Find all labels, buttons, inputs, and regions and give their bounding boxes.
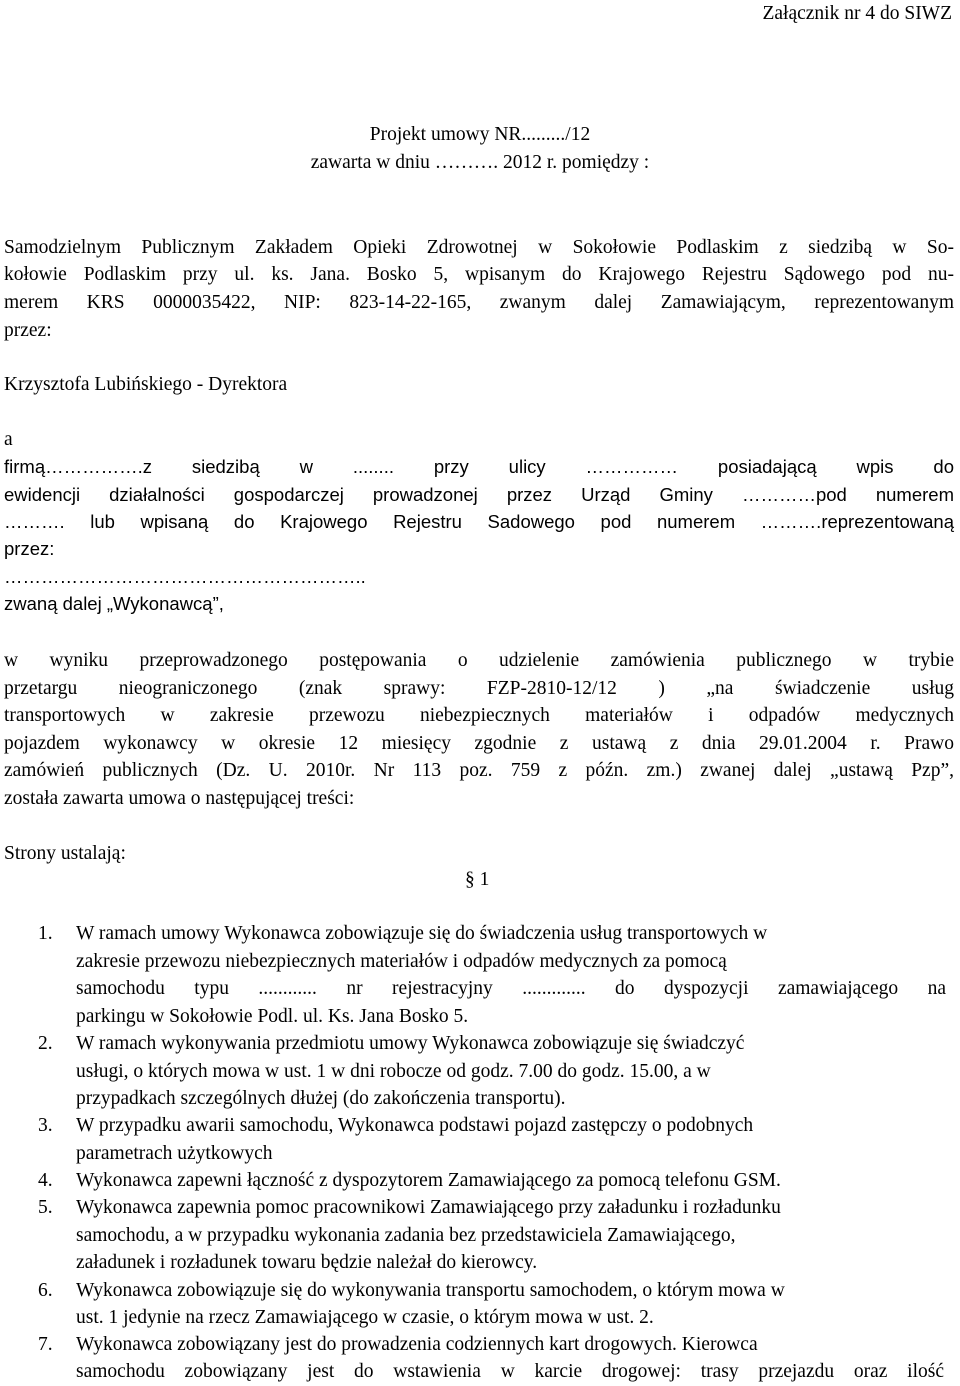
item-line: ust. 1 jedynie na rzecz Zamawiającego w czasie, o którym mowa w ust. 2. [76, 1307, 654, 1328]
item-line: W przypadku awarii samochodu, Wykonawca podstawi pojazd zastępczy o podobnych [76, 1115, 754, 1136]
item-line: Wykonawca zobowiązuje się do wykonywania transportu samochodem, o którym mowa w [76, 1280, 785, 1301]
item-line: zakresie przewozu niebezpiecznych materiałów i odpadów medycznych za pomocą [76, 951, 727, 972]
item-line: Wykonawca zapewnia pomoc pracownikowi Zamawiającego przy załadunku i rozładunku [76, 1197, 781, 1218]
item-line: parametrach użytkowych [76, 1143, 273, 1164]
item-line: parkingu w Sokołowie Podl. ul. Ks. Jana Bosko 5. [76, 1006, 469, 1027]
party2-line: ………. lub wpisaną do Krajowego Rejestru Sadowego pod numerem ……….reprezentowaną [4, 511, 954, 532]
intro-line: przetargu nieograniczonego (znak sprawy: FZP-2810-12/12 ) „na świadczenie usług [4, 678, 954, 699]
annex-label: Załącznik nr 4 do SIWZ [762, 3, 952, 24]
item-line: załadunek i rozładunek towaru będzie należał do kierowcy. [76, 1252, 538, 1273]
party1-line: kołowie Podlaskim przy ul. ks. Jana. Bosko 5, wpisanym do Krajowego Rejestru Sądowego pod nu- [4, 264, 954, 285]
party2-line: ewidencji działalności gospodarczej prowadzonej przez Urząd Gminy …………pod numerem [4, 484, 954, 505]
contract-title: Projekt umowy NR........./12 [369, 124, 591, 145]
party1-line: Samodzielnym Publicznym Zakładem Opieki Zdrowotnej w Sokołowie Podlaskim z siedzibą w So- [4, 237, 954, 258]
party1-line: przez: [4, 320, 52, 341]
item-number: 1. [38, 923, 53, 944]
item-line: samochodu typu ............ nr rejestracyjny ............. do dyspozycji zamawiającego na [76, 978, 946, 999]
party1-representative: Krzysztofa Lubińskiego - Dyrektora [4, 374, 288, 395]
intro-line: pojazdem wykonawcy w okresie 12 miesięcy zgodnie z ustawą z dnia 29.01.2004 r. Prawo [4, 733, 954, 754]
intro-line: została zawarta umowa o następującej treści: [4, 788, 355, 809]
intro-line: w wyniku przeprowadzonego postępowania o udzielenie zamówienia publicznego w trybie [4, 650, 954, 671]
item-line: usługi, o których mowa w ust. 1 w dni robocze od godz. 7.00 do godz. 15.00, a w [76, 1061, 711, 1082]
section-heading: § 1 [465, 869, 490, 890]
item-number: 3. [38, 1115, 53, 1136]
item-line: W ramach wykonywania przedmiotu umowy Wykonawca zobowiązuje się świadczyć [76, 1033, 745, 1054]
parties-agree: Strony ustalają: [4, 843, 126, 864]
item-number: 2. [38, 1033, 53, 1054]
item-number: 7. [38, 1334, 53, 1355]
item-number: 5. [38, 1197, 53, 1218]
item-line: Wykonawca zapewni łączność z dyspozytorem Zamawiającego za pomocą telefonu GSM. [76, 1170, 781, 1191]
intro-line: transportowych w zakresie przewozu niebezpiecznych materiałów i odpadów medycznych [4, 705, 954, 726]
party2-line: ………………………………………………….. [4, 566, 366, 587]
item-line: samochodu, a w przypadku wykonania zadania bez przedstawiciela Zamawiającego, [76, 1225, 736, 1246]
party2-line: zwaną dalej „Wykonawcą”, [4, 593, 224, 614]
item-line: przypadkach szczególnych dłużej (do zakończenia transportu). [76, 1088, 566, 1109]
item-line: W ramach umowy Wykonawca zobowiązuje się do świadczenia usług transportowych w [76, 923, 768, 944]
contract-date-line: zawarta w dniu ………. 2012 r. pomiędzy : [310, 152, 650, 173]
party2-line: firmą…………….z siedzibą w ........ przy ulicy …………… posiadającą wpis do [4, 456, 954, 477]
item-number: 4. [38, 1170, 53, 1191]
intro-line: zamówień publicznych (Dz. U. 2010r. Nr 113 poz. 759 z późn. zm.) zwanej dalej „ustawą Pzp”, [4, 760, 954, 781]
party2-conjunction: a [4, 429, 13, 450]
item-line: samochodu zobowiązany jest do wstawienia w karcie drogowej: trasy przejazdu oraz ilość [76, 1361, 944, 1382]
item-line: Wykonawca zobowiązany jest do prowadzenia codziennych kart drogowych. Kierowca [76, 1334, 758, 1355]
party1-line: merem KRS 0000035422, NIP: 823-14-22-165, zwanym dalej Zamawiającym, reprezentowanym [4, 292, 954, 313]
party2-line: przez: [4, 538, 55, 559]
item-number: 6. [38, 1280, 53, 1301]
